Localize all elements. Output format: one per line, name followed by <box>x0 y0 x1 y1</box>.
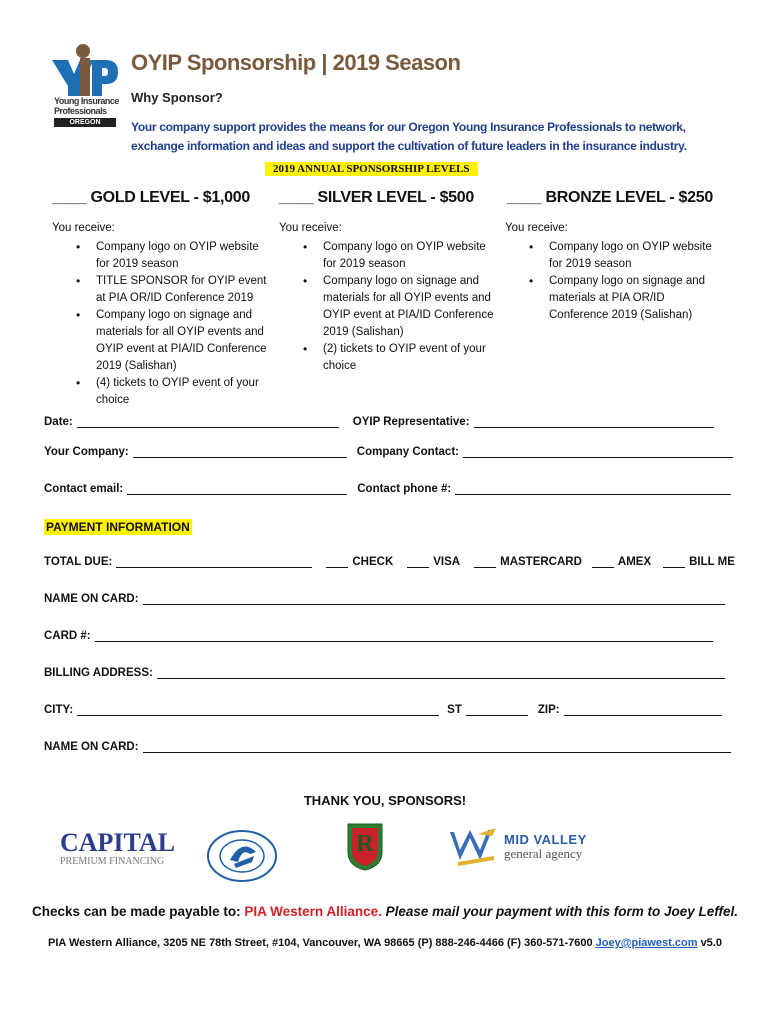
logo-line-1: Young Insurance <box>54 96 119 106</box>
gold-receive-label: You receive: <box>52 222 115 234</box>
bronze-benefits <box>505 220 715 324</box>
visa-checkbox[interactable] <box>407 556 429 568</box>
list-item: • (2) tickets to OYIP event of your choice <box>323 341 499 375</box>
silver-receive-label: You receive: <box>279 222 342 234</box>
payee-name: PIA Western Alliance. <box>244 904 382 919</box>
oyip-logo <box>50 44 120 130</box>
name-on-card-row-2 <box>44 741 735 753</box>
contact-row <box>44 483 735 495</box>
city-label: CITY: <box>44 704 74 716</box>
billing-address-row <box>44 667 729 679</box>
list-item: • Company logo on signage and materials at PIA OR/ID Conference 2019 (Salishan) <box>549 273 715 324</box>
zip-label: ZIP: <box>537 704 560 716</box>
gold-benefits <box>52 220 272 409</box>
mid-valley-logo <box>448 826 608 872</box>
amex-label: AMEX <box>617 556 652 568</box>
city-field[interactable] <box>77 704 439 716</box>
contact-email-label: Contact email: <box>44 483 124 495</box>
silver-benefits <box>279 220 499 375</box>
company-contact-field[interactable] <box>463 446 733 458</box>
gold-level-title: ____ GOLD LEVEL - $1,000 <box>52 189 250 206</box>
name-on-card-field[interactable] <box>143 593 725 605</box>
date-row <box>44 416 718 428</box>
total-due-label: TOTAL DUE: <box>44 556 113 568</box>
checks-prefix: Checks can be made payable to: <box>31 904 241 919</box>
check-label: CHECK <box>352 556 394 568</box>
payment-heading: PAYMENT INFORMATION <box>46 520 190 534</box>
date-label: Date: <box>44 416 73 428</box>
contact-phone-field[interactable] <box>455 483 731 495</box>
seal-logo <box>206 830 278 882</box>
address-text: PIA Western Alliance, 3205 NE 78th Street, #104, Vancouver, WA 98665 (P) 888-246-4466 (F) 360-571-7600 <box>48 937 593 949</box>
bronze-level-title: ____ BRONZE LEVEL - $250 <box>507 189 713 206</box>
intro-text: Your company support provides the means for our Oregon Young Insurance Professionals to network, exchange information and ideas and support the cultivation of future leaders in the insurance industry. <box>131 120 687 153</box>
silver-level-title: ____ SILVER LEVEL - $500 <box>279 189 474 206</box>
list-item: • (4) tickets to OYIP event of your choice <box>96 375 272 409</box>
city-row <box>44 704 726 716</box>
name-on-card-row <box>44 593 729 605</box>
logo-line-2: Professionals <box>54 106 107 116</box>
amex-checkbox[interactable] <box>592 556 614 568</box>
logo-line-3: OREGON <box>54 118 116 127</box>
card-number-label: CARD #: <box>44 630 91 642</box>
capital-subtitle: PREMIUM FINANCING <box>60 856 165 867</box>
sponsors-heading: THANK YOU, SPONSORS! <box>303 793 467 808</box>
bronze-receive-label: You receive: <box>505 222 568 234</box>
bill-me-checkbox[interactable] <box>663 556 685 568</box>
company-contact-label: Company Contact: <box>356 446 459 458</box>
zip-field[interactable] <box>564 704 722 716</box>
mastercard-label: MASTERCARD <box>500 556 582 568</box>
contact-phone-label: Contact phone #: <box>357 483 452 495</box>
mid-valley-subtitle: general agency <box>504 846 583 861</box>
list-item: • Company logo on signage and materials for all OYIP events and OYIP event at PIA/ID Conference 2019 (Salishan) <box>96 307 272 375</box>
st-label: ST <box>447 704 462 716</box>
contact-email-field[interactable] <box>127 483 347 495</box>
capital-name: CAPITAL <box>60 828 176 857</box>
company-label: Your Company: <box>44 446 129 458</box>
name-on-card-label-2: NAME ON CARD: <box>44 741 139 753</box>
levels-banner: 2019 ANNUAL SPONSORSHIP LEVELS <box>265 162 478 176</box>
why-sponsor-heading: Why Sponsor? <box>131 90 223 105</box>
version-text: v5.0 <box>700 937 722 949</box>
list-item: • Company logo on OYIP website for 2019 season <box>323 239 499 273</box>
footer-address <box>0 937 770 949</box>
mid-valley-name: MID VALLEY <box>504 832 587 847</box>
list-item: • Company logo on OYIP website for 2019 season <box>96 239 272 273</box>
list-item: • Company logo on OYIP website for 2019 season <box>549 239 715 273</box>
billing-address-field[interactable] <box>157 667 725 679</box>
visa-label: VISA <box>433 556 461 568</box>
st-field[interactable] <box>466 704 528 716</box>
oyip-rep-field[interactable] <box>474 416 714 428</box>
payment-method-row <box>44 556 735 568</box>
card-number-field[interactable] <box>95 630 713 642</box>
list-item: • Company logo on signage and materials for all OYIP events and OYIP event at PIA/ID Conference 2019 (Salishan) <box>323 273 499 341</box>
page-title: OYIP Sponsorship | 2019 Season <box>131 50 461 75</box>
oyip-rep-label: OYIP Representative: <box>352 416 470 428</box>
checks-note <box>0 904 770 919</box>
name-on-card-label: NAME ON CARD: <box>44 593 139 605</box>
billing-address-label: BILLING ADDRESS: <box>44 667 153 679</box>
date-field[interactable] <box>77 416 339 428</box>
card-number-row <box>44 630 717 642</box>
capital-logo <box>60 828 176 878</box>
company-row <box>44 446 737 458</box>
mail-note: Please mail your payment with this form to Joey Leffel. <box>385 904 738 919</box>
name-on-card-field-2[interactable] <box>143 741 731 753</box>
bill-me-label: BILL ME <box>689 556 735 568</box>
r-letter: R <box>356 831 374 857</box>
mastercard-checkbox[interactable] <box>474 556 496 568</box>
check-checkbox[interactable] <box>326 556 348 568</box>
list-item: • TITLE SPONSOR for OYIP event at PIA OR/ID Conference 2019 <box>96 273 272 307</box>
total-due-field[interactable] <box>116 556 312 568</box>
company-field[interactable] <box>133 446 347 458</box>
r-shield-logo <box>346 822 384 872</box>
email-link[interactable]: Joey@piawest.com <box>595 937 698 949</box>
